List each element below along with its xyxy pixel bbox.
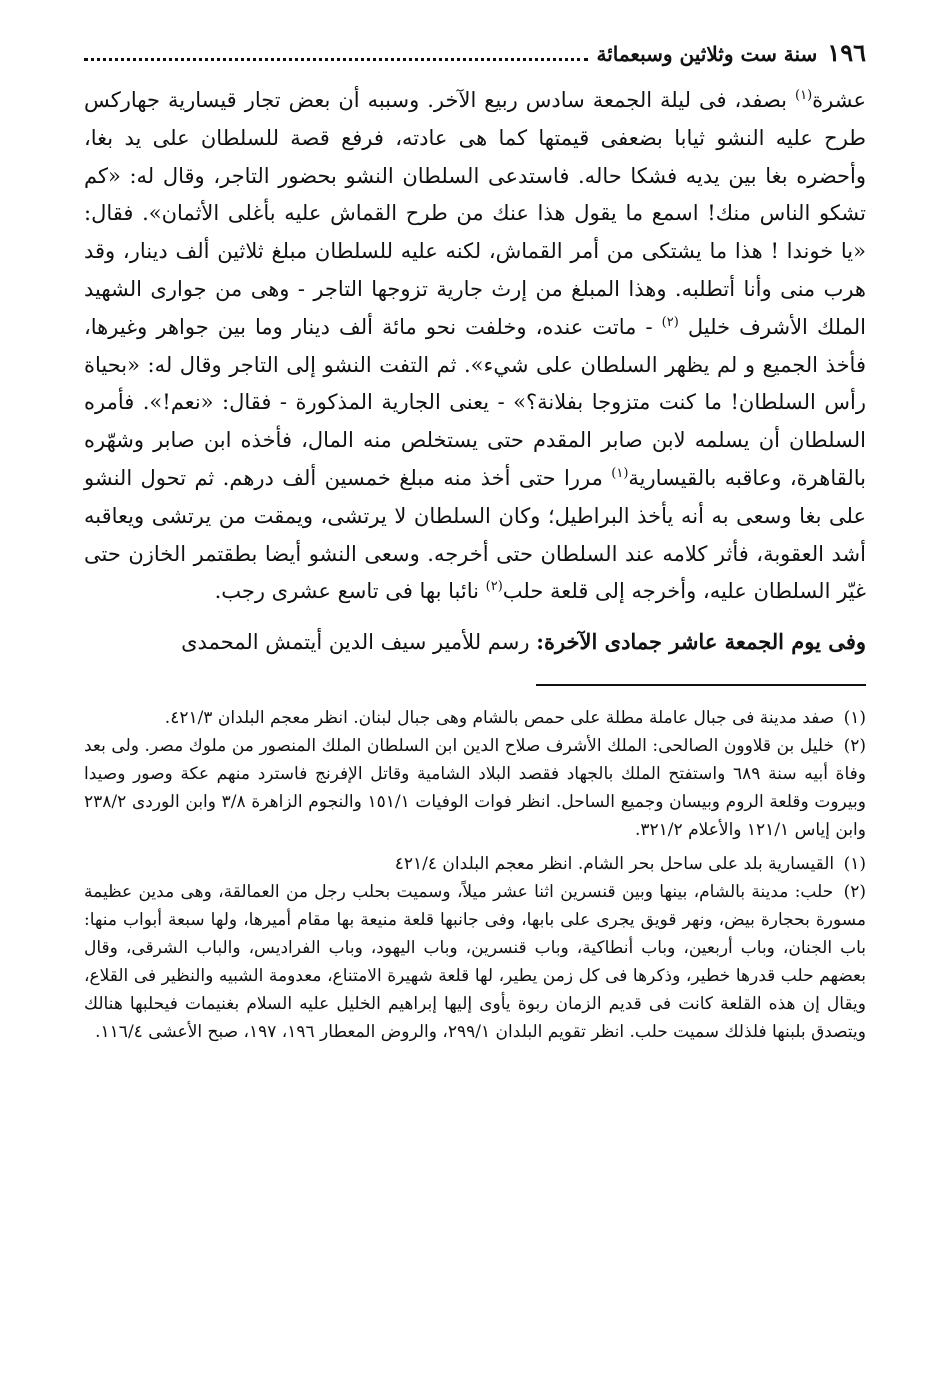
footnote-reference: (١) — [795, 88, 813, 103]
footnote-number: (١) — [843, 853, 866, 874]
text-segment: رسم للأمير سيف الدين أيتمش المحمدى — [181, 630, 537, 655]
footnote-text: صفد مدينة فى جبال عاملة مطلة على حمص بالشام وهى جبال لبنان. انظر معجم البلدان ٤٢١/٣. — [164, 707, 835, 728]
text-segment: عشرة — [812, 88, 866, 112]
footnote-reference: (١) — [611, 465, 629, 481]
paragraph-lead-in: وفى يوم الجمعة عاشر جمادى الآخرة: — [536, 629, 866, 655]
page-number: ١٩٦ — [827, 38, 866, 67]
footnote — [84, 704, 866, 732]
running-head-leader-dots — [84, 58, 588, 61]
text-segment: نائبا بها فى تاسع عشرى رجب. — [214, 579, 486, 604]
footnote-text: حلب: مدينة بالشام، بينها وبين قنسرين اثنا عشر ميلاً، وسميت بحلب رجل من العمالقة، وهى مدين عظيمة مسورة بحجارة بيض، ونهر قويق يجرى على بابها، وفى جانبها قلعة منيعة بها مقام أميرها، ولها سبعة أبواب منها: باب الجنان، وباب أربعين، وباب أنطاكية، وباب قنسرين، وباب اليهود، وباب الفراديس، والباب الشرقى، وقال بعضهم حلب قدرها خطير، وذكرها فى كل زمن يطير، لها قلعة شهيرة الامتناع، معدومة الشبيه والنظير فى القلاع، ويقال إن هذه القلعة كانت فى قديم الزمان ربوة يأوى إليها إبراهيم الخليل عليه السلام بغنيمات فيحلبها هنالك ويتصدق بلبنها فلذلك سميت حلب. انظر تقويم البلدان ٢٩٩/١، والروض المعطار ١٩٦، ١٩٧، صبح الأعشى ١١٦/٤. — [84, 881, 866, 1042]
text-segment: بصفد، فى ليلة الجمعة سادس ربيع الآخر. وسببه أن بعض تجار قيسارية جهاركس طرح عليه النشو ثيابا بضعفى قيمتها كما هى عادته، فرفع قصة للسلطان على يد بغا، وأحضره بغا بين يديه فشكا حاله. فاستدعى السلطان النشو بحضور التاجر، وقال له: «كم تشكو الناس منك! اسمع ما يقول هذا عنك من طرح القماش عليه بأغلى الأثمان». فقال: «يا خوندا ! هذا ما يشتكى من أمر القماش، لكنه عليه للسلطان مبلغ ثلاثين ألف دينار، وقد هرب منى وأنا أتطلبه. وهذا المبلغ من إرث جارية تزوجها التاجر - وهى من جوارى الشهيد الملك الأشرف خليل — [84, 88, 866, 339]
text-segment: - ماتت عنده، وخلفت نحو مائة ألف دينار وما بين جواهر وغيرها، فأخذ الجميع و لم يظهر السلطان على شيء». ثم التفت النشو إلى التاجر وقال له: «بحياة رأس السلطان! ما كنت متزوجا بفلانة؟» - يعنى الجارية المذكورة - فقال: «نعم!». فأمره السلطان أن يسلمه لابن صابر المقدم حتى يستخلص منه المال، فأخذه ابن صابر وشهّره بالقاهرة، وعاقبه بالقيسارية — [84, 314, 867, 490]
main-text — [84, 82, 866, 662]
footnotes — [84, 704, 866, 1046]
footnote-number: (٢) — [843, 735, 867, 756]
footnote-group-1 — [84, 704, 866, 844]
running-head-title: سنة ست وثلاثين وسبعمائة — [596, 42, 818, 66]
footnote — [84, 732, 866, 844]
footnote — [84, 850, 866, 878]
paragraph-2 — [84, 623, 866, 662]
footnote-number: (٢) — [843, 881, 866, 902]
footnote-group-2 — [84, 850, 866, 1046]
footnote-reference: (٢) — [661, 314, 679, 330]
footnote-reference: (٢) — [485, 579, 503, 595]
text-segment: مررا حتى أخذ منه مبلغ خمسين ألف درهم. ثم تحول النشو على بغا وسعى به أنه يأخذ البراطيل؛ وكان السلطان لا يرتشى، ويمقت من يرتشى ويعاقبه أشد العقوبة، فأثر كلامه عند السلطان حتى أخرجه. وسعى النشو أيضا بطقتمر الخازن حتى غيّر السلطان عليه، وأخرجه إلى قلعة حلب — [84, 465, 866, 604]
running-head — [84, 38, 866, 82]
footnote-number: (١) — [843, 707, 866, 728]
book-page — [84, 38, 866, 1046]
footnote-text: خليل بن قلاوون الصالحى: الملك الأشرف صلاح الدين ابن السلطان الملك المنصور من ملوك مصر. ولى بعد وفاة أبيه سنة ٦٨٩ واستفتح الملك بالجهاد فقصد البلاد الشامية وقاتل الإفرنج فاسترد منهم عكة وصور وصيدا وبيروت وقلعة الروم وبيسان وجميع الساحل. انظر فوات الوفيات ١٥١/١ والنجوم الزاهرة ٣/٨ وابن الوردى ٢٣٨/٢ وابن إياس ١٢١/١ والأعلام ٣٢١/٢. — [84, 735, 866, 840]
footnote — [84, 878, 866, 1046]
paragraph-1 — [84, 82, 866, 611]
footnote-text: القيسارية بلد على ساحل بحر الشام. انظر معجم البلدان ٤٢١/٤ — [394, 853, 835, 874]
footnote-separator-rule — [536, 684, 866, 686]
